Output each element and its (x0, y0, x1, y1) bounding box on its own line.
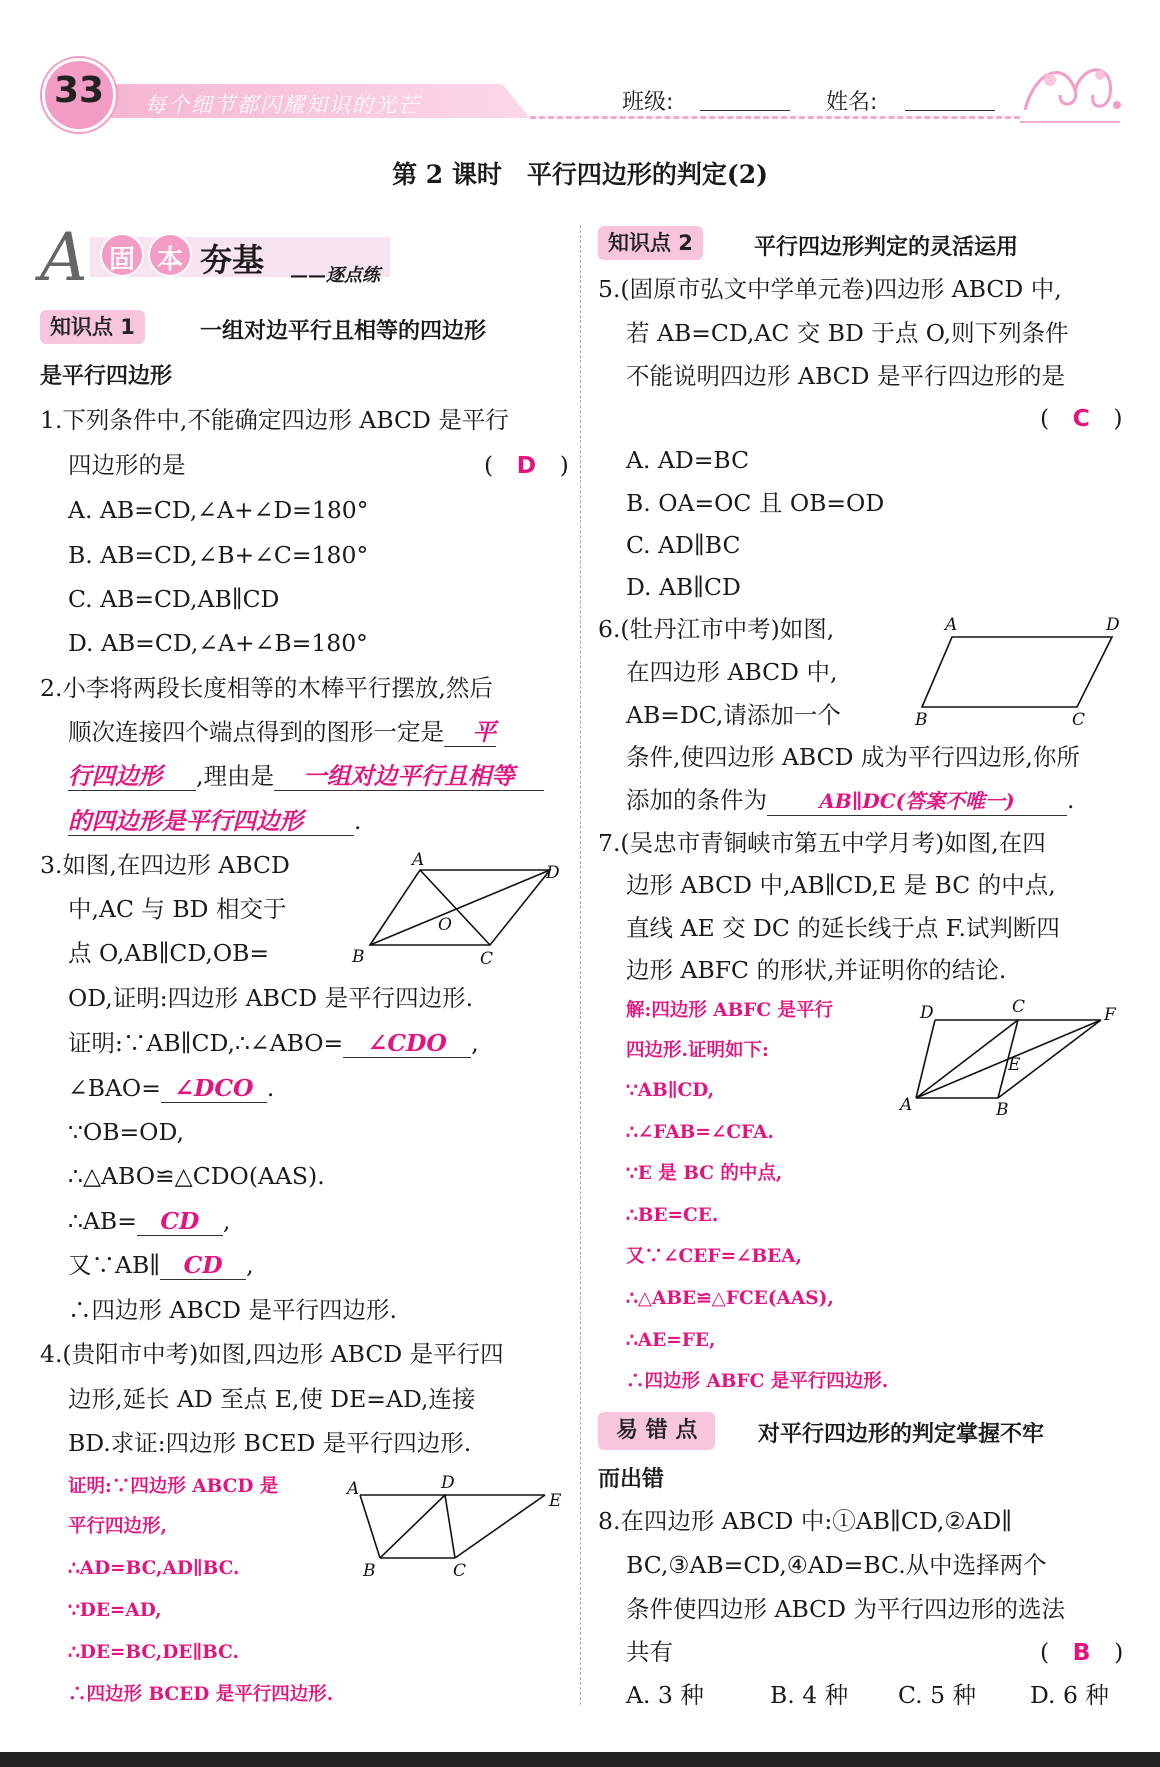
q2-line3 (68, 761, 544, 791)
q1-line2: 四边形的是 (68, 451, 186, 479)
q1-option-c: C. AB=CD,AB∥CD (68, 585, 280, 613)
figure-q6-parallelogram (912, 612, 1130, 730)
q8-answer-bracket: ( B ) (1040, 1638, 1124, 1666)
q7-solution-5: ∵E 是 BC 的中点, (626, 1163, 783, 1184)
figure-q3-parallelogram (350, 850, 570, 970)
q5-line1: 5.(固原市弘文中学单元卷)四边形 ABCD 中, (598, 275, 1062, 303)
fig7-label-f: F (1104, 1005, 1116, 1025)
q2-line2 (68, 717, 496, 747)
section-a-subtitle: ——逐点练 (290, 265, 380, 286)
fig4-label-e: E (549, 1491, 562, 1511)
q1-option-a: A. AB=CD,∠A+∠D=180° (68, 496, 369, 524)
q5-answer: C (1072, 404, 1090, 432)
q3-proof2-text: ∠BAO= (68, 1074, 161, 1102)
q3-blank2[interactable]: ∠DCO (161, 1074, 267, 1103)
q2-mid-text: ,理由是 (196, 762, 274, 790)
q3-proof6-text: 又∵AB∥ (68, 1251, 161, 1279)
fig3-label-d: D (546, 863, 560, 883)
q7-solution-8: ∴△ABE≌△FCE(AAS), (626, 1288, 834, 1309)
fig4-label-d: D (441, 1473, 455, 1493)
q2-blank2a[interactable]: 一组对边平行且相等 (274, 762, 544, 791)
name-field[interactable] (905, 110, 995, 111)
q5-line3: 不能说明四边形 ABCD 是平行四边形的是 (626, 362, 1065, 390)
q6-line4: 条件,使四边形 ABCD 成为平行四边形,你所 (626, 743, 1080, 771)
page-bottom-bar (0, 1752, 1160, 1767)
q3-proof6: 又∵AB∥ CD , (68, 1251, 254, 1279)
header-slogan: 每个细节都闪耀知识的光芒 (145, 93, 421, 117)
q3-proof1: 证明:∵AB∥CD,∴∠ABO= ∠CDO , (68, 1029, 479, 1057)
knowledge-point-1 (40, 310, 145, 344)
q7-solution-1: 解:四边形 ABFC 是平行 (626, 1000, 834, 1021)
section-a-letter: A (40, 219, 88, 296)
q3-line2: 中,AC 与 BD 相交于 (68, 895, 287, 923)
q7-solution-2: 四边形.证明如下: (626, 1040, 769, 1061)
fig6-label-b: B (915, 710, 928, 730)
fig7-label-b: B (996, 1100, 1009, 1118)
q4-line1: 4.(贵阳市中考)如图,四边形 ABCD 是平行四 (40, 1340, 504, 1368)
section-a-char2: 本 (156, 245, 183, 275)
q6-blank[interactable]: AB∥DC(答案不唯一) (767, 787, 1067, 816)
q8-line4: 共有 (626, 1638, 673, 1666)
q3-proof5: ∴AB= CD , (68, 1207, 231, 1235)
fig7-label-a: A (900, 1095, 913, 1115)
fig6-label-a: A (945, 615, 958, 635)
q7-solution-7: 又∵∠CEF=∠BEA, (626, 1246, 802, 1267)
q2-blank1b[interactable]: 行四边形 (68, 762, 196, 791)
q1-option-b: B. AB=CD,∠B+∠C=180° (68, 541, 369, 569)
fig3-label-c: C (480, 949, 494, 969)
q3-proof7: ∴四边形 ABCD 是平行四边形. (68, 1296, 397, 1324)
section-a-char1: 固 (108, 245, 135, 275)
q5-line2: 若 AB=CD,AC 交 BD 于点 O,则下列条件 (626, 319, 1069, 347)
q7-solution-4: ∴∠FAB=∠CFA. (626, 1122, 774, 1143)
q2-blank1a[interactable]: 平 (444, 718, 496, 747)
q2-blank2b[interactable]: 的四边形是平行四边形 (68, 807, 354, 836)
q6-line3: AB=DC,请添加一个 (626, 701, 841, 729)
fig4-label-a: A (347, 1479, 360, 1499)
section-a-title: 夯基 (200, 241, 265, 279)
q8-option-b: B. 4 种 (770, 1681, 849, 1709)
knowledge-point-2 (598, 226, 703, 260)
fig3-label-b: B (352, 947, 365, 967)
q8-line1: 8.在四边形 ABCD 中:①AB∥CD,②AD∥ (598, 1507, 1013, 1535)
q5-option-d: D. AB∥CD (626, 573, 741, 601)
q3-line3: 点 O,AB∥CD,OB= (68, 939, 270, 967)
q4-solution-5: ∴DE=BC,DE∥BC. (68, 1642, 239, 1663)
fig4-label-c: C (453, 1561, 467, 1580)
error-point-title-line2: 而出错 (598, 1467, 665, 1492)
q4-solution-1: 证明:∵四边形 ABCD 是 (68, 1476, 279, 1497)
fig3-label-a: A (412, 850, 425, 870)
q1-line1: 1.下列条件中,不能确定四边形 ABCD 是平行 (40, 406, 509, 434)
flourish-ornament-icon (1015, 50, 1125, 130)
q3-blank4[interactable]: CD (160, 1251, 246, 1280)
q3-proof2: ∠BAO= ∠DCO . (68, 1074, 275, 1102)
q4-solution-6: ∴四边形 BCED 是平行四边形. (68, 1684, 334, 1705)
kp1-title-line2: 是平行四边形 (40, 364, 173, 389)
q7-line2: 边形 ABCD 中,AB∥CD,E 是 BC 的中点, (626, 871, 1056, 899)
q5-option-a: A. AD=BC (626, 446, 750, 474)
q3-proof4: ∴△ABO≌△CDO(AAS). (68, 1162, 325, 1190)
q5-option-c: C. AD∥BC (626, 531, 741, 559)
figure-q4-parallelogram (345, 1470, 570, 1580)
page-number: 33 (53, 70, 105, 111)
error-point-tag: 易 错 点 (598, 1412, 715, 1450)
q3-line4: OD,证明:四边形 ABCD 是平行四边形. (68, 984, 474, 1012)
fig6-label-c: C (1072, 710, 1086, 730)
q4-solution-4: ∵DE=AD, (68, 1600, 162, 1621)
header (0, 40, 1160, 130)
q7-line1: 7.(吴忠市青铜峡市第五中学月考)如图,在四 (598, 829, 1046, 857)
figure-q7-quadrilateral (898, 998, 1130, 1118)
q4-solution-3: ∴AD=BC,AD∥BC. (68, 1558, 240, 1579)
q3-proof3: ∵OB=OD, (68, 1118, 184, 1146)
q8-option-c: C. 5 种 (898, 1681, 977, 1709)
q5-option-b: B. OA=OC 且 OB=OD (626, 489, 885, 517)
q6-line5-text: 添加的条件为 (626, 786, 767, 814)
q8-option-a: A. 3 种 (626, 1681, 704, 1709)
q3-line1: 3.如图,在四边形 ABCD (40, 851, 290, 879)
kp2-title: 平行四边形判定的灵活运用 (754, 235, 1019, 260)
q7-solution-6: ∴BE=CE. (626, 1205, 719, 1226)
q6-line2: 在四边形 ABCD 中, (626, 658, 838, 686)
q1-answer-bracket: ( D ) (484, 451, 569, 479)
lesson-title: 第 2 课时 平行四边形的判定(2) (392, 160, 768, 189)
fig7-label-c: C (1012, 998, 1026, 1017)
kp1-tag: 知识点 1 (40, 310, 145, 344)
fig6-label-d: D (1106, 615, 1120, 635)
class-field[interactable] (700, 110, 790, 111)
q7-solution-9: ∴AE=FE, (626, 1330, 716, 1351)
q1-option-d: D. AB=CD,∠A+∠B=180° (68, 629, 368, 657)
error-point (598, 1412, 715, 1450)
q7-solution-3: ∵AB∥CD, (626, 1080, 715, 1101)
q2-line2-text: 顺次连接四个端点得到的图形一定是 (68, 718, 444, 746)
header-dashed-line (530, 116, 1020, 119)
q3-proof5-text: ∴AB= (68, 1207, 137, 1235)
q7-solution-10: ∴四边形 ABFC 是平行四边形. (626, 1371, 889, 1392)
fig3-label-o: O (438, 915, 452, 935)
q1-answer: D (516, 451, 537, 479)
q3-proof1-text: 证明:∵AB∥CD,∴∠ABO= (68, 1029, 344, 1057)
q3-blank1[interactable]: ∠CDO (343, 1029, 471, 1058)
error-point-title-line1: 对平行四边形的判定掌握不牢 (758, 1422, 1045, 1447)
section-a-header (40, 219, 410, 296)
fig4-label-b: B (363, 1561, 376, 1580)
kp2-tag: 知识点 2 (598, 226, 703, 260)
column-divider (580, 225, 581, 1705)
q2-line1: 2.小李将两段长度相等的木棒平行摆放,然后 (40, 674, 493, 702)
q7-line4: 边形 ABFC 的形状,并证明你的结论. (626, 956, 1007, 984)
q4-line2: 边形,延长 AD 至点 E,使 DE=AD,连接 (68, 1385, 476, 1413)
fig7-label-e: E (1008, 1055, 1021, 1075)
q8-line2: BC,③AB=CD,④AD=BC.从中选择两个 (626, 1551, 1047, 1579)
q8-answer: B (1072, 1638, 1091, 1666)
fig7-label-d: D (920, 1003, 934, 1023)
q4-solution-2: 平行四边形, (68, 1516, 167, 1537)
q4-line3: BD.求证:四边形 BCED 是平行四边形. (68, 1429, 472, 1457)
q8-option-d: D. 6 种 (1030, 1681, 1109, 1709)
q6-line1: 6.(牡丹江市中考)如图, (598, 615, 835, 643)
q2-line4: 的四边形是平行四边形 . (68, 807, 362, 835)
q6-line5: 添加的条件为 AB∥DC(答案不唯一) . (626, 786, 1075, 814)
class-label: 班级: (622, 90, 674, 115)
q5-answer-bracket: ( C ) (1040, 404, 1123, 432)
q7-line3: 直线 AE 交 DC 的延长线于点 F.试判断四 (626, 914, 1060, 942)
q3-blank3[interactable]: CD (137, 1207, 223, 1236)
kp1-title-line1: 一组对边平行且相等的四边形 (200, 319, 487, 344)
name-label: 姓名: (826, 90, 878, 115)
q8-line3: 条件使四边形 ABCD 为平行四边形的选法 (626, 1595, 1065, 1623)
